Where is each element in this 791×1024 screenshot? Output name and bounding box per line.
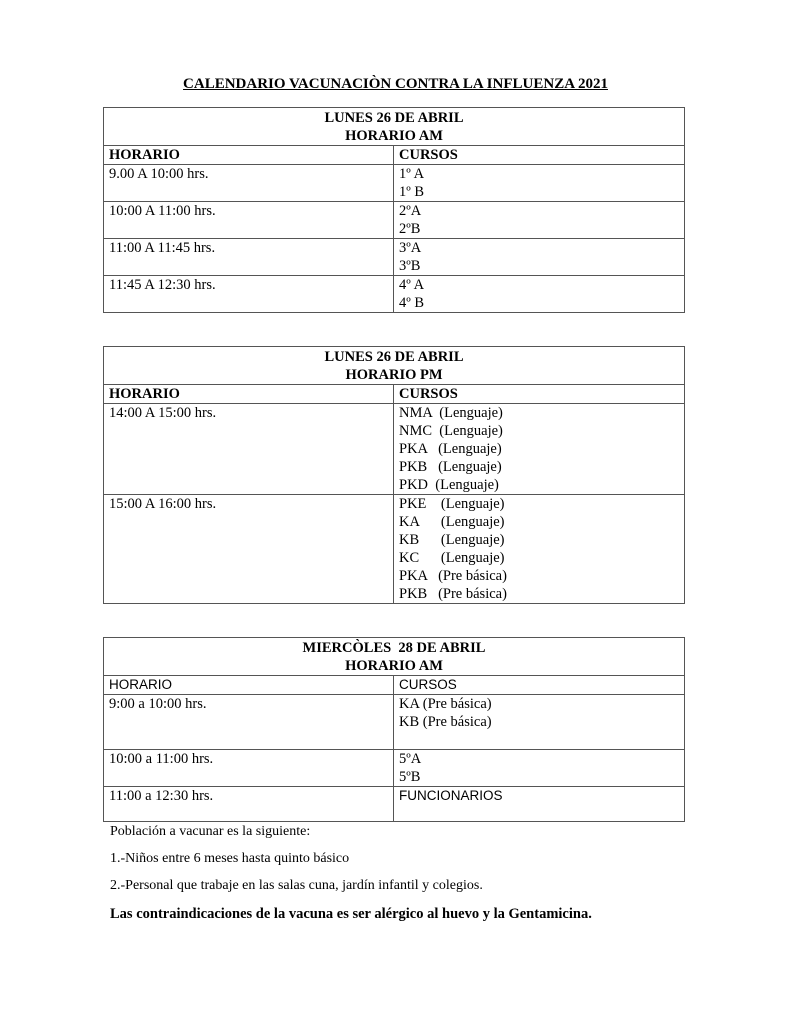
cursos-cell	[394, 787, 685, 822]
curso-item: 3ºA	[399, 240, 422, 256]
cursos-cell	[394, 404, 685, 495]
note-warning: Las contraindicaciones de la vacuna es ser alérgico al huevo y la Gentamicina.	[110, 906, 592, 922]
column-header-cursos: CURSOS	[394, 385, 685, 404]
curso-item: PKA (Lenguaje)	[399, 441, 502, 457]
table-row	[104, 239, 685, 276]
cursos-cell	[394, 239, 685, 276]
column-header-row	[104, 385, 685, 404]
table-header-row	[104, 638, 685, 676]
horario-cell: 14:00 A 15:00 hrs.	[104, 404, 394, 495]
column-header-horario: HORARIO	[104, 385, 394, 404]
curso-item: KA (Pre básica)	[399, 696, 492, 712]
table-row	[104, 276, 685, 313]
curso-item: 5ºA	[399, 751, 422, 767]
table-row	[104, 165, 685, 202]
table-header	[104, 347, 685, 385]
column-header-horario: HORARIO	[104, 676, 394, 695]
note-item-2: 2.-Personal que trabaje en las salas cuna, jardín infantil y colegios.	[110, 878, 483, 893]
table-day: MIERCÒLES 28 DE ABRIL	[302, 640, 486, 656]
cursos-cell	[394, 750, 685, 787]
table-header-row	[104, 108, 685, 146]
curso-item: 1º B	[399, 184, 425, 200]
cursos-cell	[394, 165, 685, 202]
curso-item: 3ºB	[399, 258, 421, 274]
page-title: CALENDARIO VACUNACIÒN CONTRA LA INFLUENZA 2021	[183, 76, 608, 92]
curso-item: 2ºB	[399, 221, 421, 237]
curso-item: KC (Lenguaje)	[399, 550, 505, 566]
curso-item: 5ºB	[399, 769, 421, 785]
column-header-row	[104, 146, 685, 165]
curso-item: KB (Lenguaje)	[399, 532, 505, 548]
horario-cell: 11:00 A 11:45 hrs.	[104, 239, 394, 276]
table-row	[104, 495, 685, 604]
curso-item: PKB (Pre básica)	[399, 586, 507, 602]
curso-item: 4º B	[399, 295, 425, 311]
table-row	[104, 695, 685, 750]
curso-item: 1º A	[399, 166, 425, 182]
table-shift: HORARIO PM	[345, 367, 443, 383]
table-row	[104, 202, 685, 239]
table-row	[104, 787, 685, 822]
note-intro: Población a vacunar es la siguiente:	[110, 824, 311, 839]
table-header	[104, 638, 685, 676]
horario-cell: 11:00 a 12:30 hrs.	[104, 787, 394, 822]
table-row	[104, 404, 685, 495]
curso-item: NMC (Lenguaje)	[399, 423, 503, 439]
table-header	[104, 108, 685, 146]
horario-cell: 15:00 A 16:00 hrs.	[104, 495, 394, 604]
schedule-table-wednesday-am	[103, 637, 685, 822]
table-day: LUNES 26 DE ABRIL	[324, 349, 464, 365]
column-header-cursos: CURSOS	[394, 676, 685, 695]
column-header-cursos: CURSOS	[394, 146, 685, 165]
table-shift: HORARIO AM	[345, 658, 443, 674]
schedule-table-monday-pm	[103, 346, 685, 604]
curso-item: PKB (Lenguaje)	[399, 459, 502, 475]
column-header-row	[104, 676, 685, 695]
curso-item: KB (Pre básica)	[399, 714, 492, 730]
cursos-cell	[394, 695, 685, 750]
cursos-cell	[394, 202, 685, 239]
curso-item: PKE (Lenguaje)	[399, 496, 505, 512]
curso-item: 2ºA	[399, 203, 422, 219]
horario-cell: 9:00 a 10:00 hrs.	[104, 695, 394, 750]
table-shift: HORARIO AM	[345, 128, 443, 144]
cursos-cell	[394, 276, 685, 313]
schedule-table-monday-am	[103, 107, 685, 313]
horario-cell: 10:00 A 11:00 hrs.	[104, 202, 394, 239]
curso-item: PKD (Lenguaje)	[399, 477, 499, 493]
table-header-row	[104, 347, 685, 385]
column-header-horario: HORARIO	[104, 146, 394, 165]
note-item-1: 1.-Niños entre 6 meses hasta quinto básico	[110, 851, 350, 866]
table-day: LUNES 26 DE ABRIL	[324, 110, 464, 126]
table-row	[104, 750, 685, 787]
curso-item: KA (Lenguaje)	[399, 514, 505, 530]
horario-cell: 9.00 A 10:00 hrs.	[104, 165, 394, 202]
cursos-cell	[394, 495, 685, 604]
horario-cell: 10:00 a 11:00 hrs.	[104, 750, 394, 787]
horario-cell: 11:45 A 12:30 hrs.	[104, 276, 394, 313]
curso-item: NMA (Lenguaje)	[399, 405, 503, 421]
curso-item: FUNCIONARIOS	[399, 788, 503, 803]
curso-item: 4º A	[399, 277, 425, 293]
curso-item: PKA (Pre básica)	[399, 568, 507, 584]
